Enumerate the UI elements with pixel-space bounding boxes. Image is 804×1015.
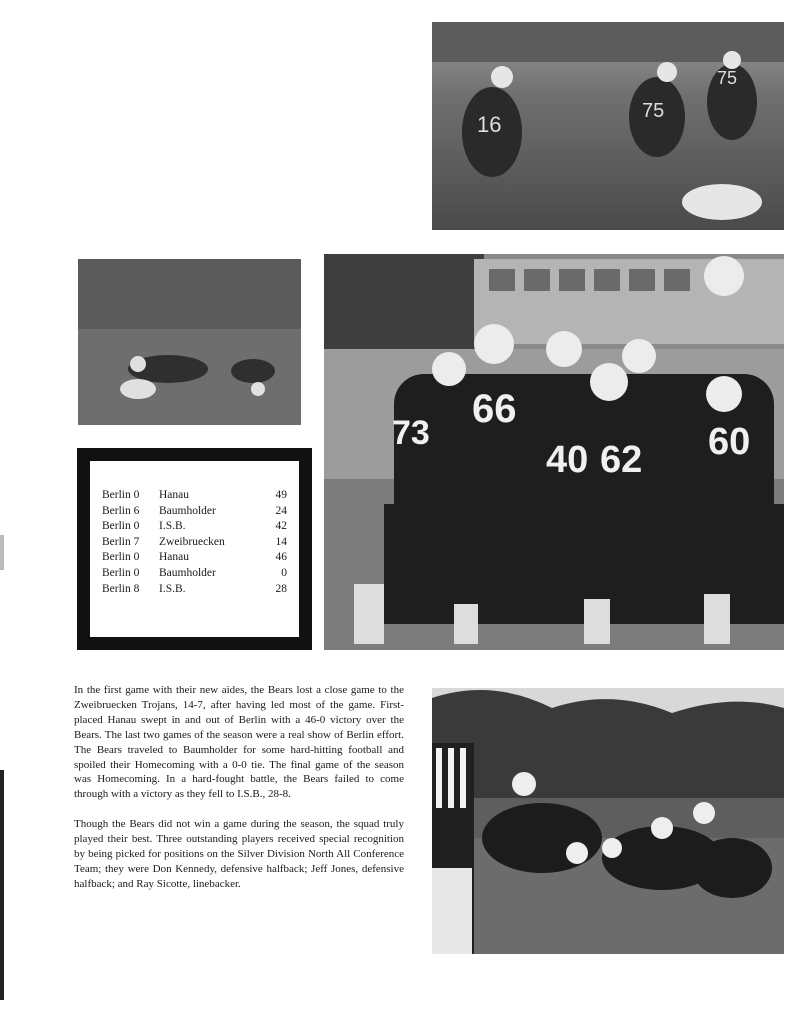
opponent-name: I.S.B.: [159, 582, 186, 595]
season-scoreboard: [77, 448, 312, 650]
opponent-score: 24: [275, 504, 287, 517]
score-row: [102, 488, 287, 504]
opponent-score: 42: [275, 520, 287, 533]
football-action-photo: [432, 22, 784, 230]
opponent-score: 14: [275, 535, 287, 548]
jersey-number: 16: [477, 112, 502, 137]
score-row: [102, 550, 287, 566]
article-paragraph: Though the Bears did not win a game during the season, the squad truly played their best. Three outstanding players received special recognition by being picked for positions on the Silver Division North All Conference Team; they were Don Kennedy, defensive halfback; Jeff Jones, defensive halfback; and Ray Sicotte, linebacker.: [74, 818, 404, 890]
article-body: [74, 683, 404, 907]
opponent-name: Hanau: [159, 551, 190, 564]
scan-edge-mark: [0, 535, 4, 570]
opponent-score: 49: [275, 489, 287, 501]
opponent-name: Baumholder: [159, 566, 216, 579]
score-row: [102, 535, 287, 551]
football-line-image: [432, 688, 784, 954]
opponent-score: 0: [281, 566, 287, 579]
home-score: Berlin 0: [102, 551, 140, 564]
scan-edge-mark: [0, 770, 4, 1000]
opponent-score: 46: [275, 551, 287, 564]
opponent-name: Baumholder: [159, 504, 216, 517]
score-row: [102, 519, 287, 535]
opponent-score: 28: [275, 582, 287, 595]
football-tackle-image: [78, 259, 301, 425]
jersey-number: 60: [708, 421, 751, 463]
home-score: Berlin 0: [102, 489, 140, 501]
opponent-name: Hanau: [159, 489, 190, 501]
opponent-name: Zweibruecken: [159, 535, 225, 548]
jersey-number: 40: [546, 439, 589, 481]
football-action-image: [432, 22, 784, 230]
football-huddle-photo: [324, 254, 784, 650]
opponent-name: I.S.B.: [159, 520, 186, 533]
jersey-number: 75: [717, 68, 738, 88]
jersey-number: 73: [392, 414, 430, 452]
home-score: Berlin 0: [102, 566, 140, 579]
jersey-number: 75: [642, 100, 665, 122]
football-line-of-scrimmage-photo: [432, 688, 784, 954]
score-row: [102, 566, 287, 582]
jersey-number: 62: [600, 439, 643, 481]
home-score: Berlin 7: [102, 535, 140, 548]
home-score: Berlin 0: [102, 520, 140, 533]
football-huddle-image: [324, 254, 784, 650]
score-row: [102, 504, 287, 520]
home-score: Berlin 6: [102, 504, 140, 517]
scoreboard-list: [90, 461, 299, 637]
jersey-number: 66: [472, 387, 517, 431]
home-score: Berlin 8: [102, 582, 140, 595]
football-tackle-photo: [78, 259, 301, 425]
score-row: [102, 582, 287, 598]
article-paragraph: In the first game with their new aides, the Bears lost a close game to the Zweibruecken Trojans, 14-7, after having led most of the game. First-placed Hanau swept in and out of Berlin with a 46-0 victory over the Bears. The last two games of the season were a real show of Berlin effort. The Bears traveled to Baumholder for some hard-hitting football and spoiled their Homecoming with a 0-0 tie. The final game of the season was Homecoming. In a hard-fought battle, the Bears failed to come through with a victory as they fell to I.S.B., 28-8.: [74, 684, 404, 801]
